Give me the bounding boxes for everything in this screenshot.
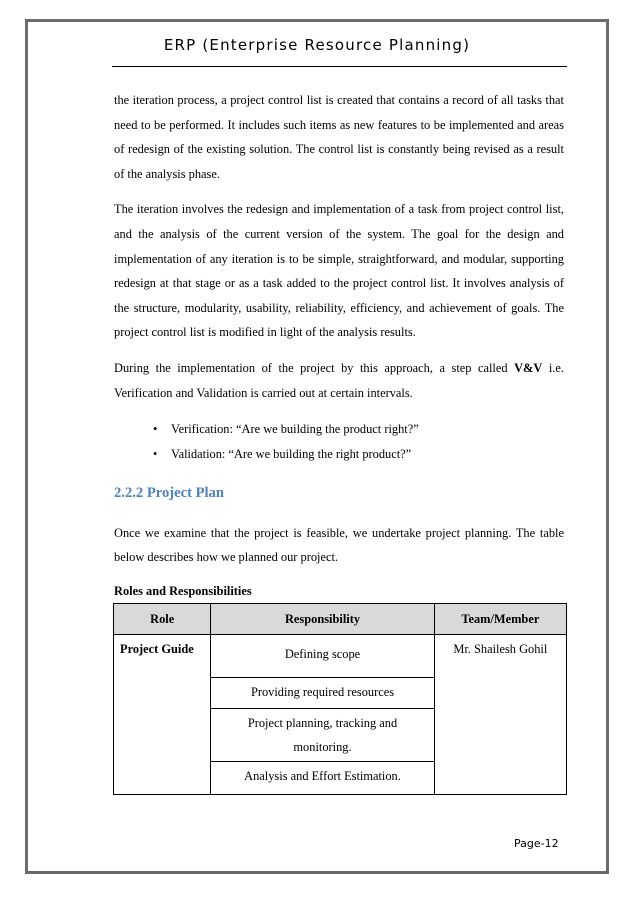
table-label: Roles and Responsibilities — [114, 583, 252, 598]
cell-responsibility — [211, 762, 434, 795]
responsibility-text: Providing required resources — [250, 685, 395, 699]
list-item — [114, 417, 564, 442]
header-responsibility: Responsibility — [211, 604, 434, 635]
paragraph-iteration-process: the iteration process, a project control list is created that contains a record of all tasks that need to be performed. It includes such items as new features to be implemented and areas of redesign of the existing solution. The control list is constantly being revised as a result of the analysis phase. — [114, 93, 564, 181]
bullet-icon: • — [153, 447, 158, 462]
responsibility-text: Project planning, tracking and — [247, 716, 398, 730]
paragraph-iteration-involves: The iteration involves the redesign and implementation of a task from project control list, and the analysis of the current version of the system. The goal for the design and implementation of any iteration is to be simple, straightforward, and modular, supporting redesign at that stage or as a task added to the project control list. It involves analysis of the structure, modularity, usability, reliability, efficiency, and achievement of goals. The project control list is modified in light of the analysis results. — [114, 202, 564, 340]
bullet-list — [114, 417, 564, 467]
paragraph-vv — [114, 356, 564, 405]
cell-responsibility — [211, 635, 434, 678]
cell-responsibility — [211, 709, 434, 762]
page-header-title: ERP (Enterprise Resource Planning) — [163, 36, 471, 54]
header-rule — [112, 66, 567, 67]
header-team-member: Team/Member — [434, 604, 566, 635]
document-body — [114, 88, 564, 604]
responsibility-text: Analysis and Effort Estimation. — [244, 769, 401, 783]
responsibility-text: Defining scope — [284, 647, 361, 661]
cell-responsibility — [211, 678, 434, 709]
bullet-icon: • — [153, 422, 158, 437]
roles-table — [113, 603, 567, 795]
section-heading: 2.2.2 Project Plan — [114, 485, 224, 502]
vv-bold: V&V — [514, 360, 543, 375]
cell-member: Mr. Shailesh Gohil — [434, 635, 566, 795]
vv-text-post: i.e. Verification and Validation is carried out at certain intervals. — [114, 360, 564, 400]
cell-role: Project Guide — [114, 635, 211, 795]
bullet-text: Validation: “Are we building the right product?” — [171, 447, 412, 462]
paragraph-project-plan-intro: Once we examine that the project is feasible, we undertake project planning. The table below describes how we planned our project. — [114, 525, 564, 565]
page-number: Page-12 — [514, 837, 559, 850]
vv-text-pre: During the implementation of the project by this approach, a step called — [114, 360, 515, 375]
table-header-row — [114, 604, 567, 635]
header-role: Role — [114, 604, 211, 635]
bullet-text: Verification: “Are we building the product right?” — [171, 422, 419, 437]
list-item — [114, 442, 564, 467]
responsibility-text: monitoring. — [293, 740, 352, 754]
table-row — [114, 635, 567, 678]
